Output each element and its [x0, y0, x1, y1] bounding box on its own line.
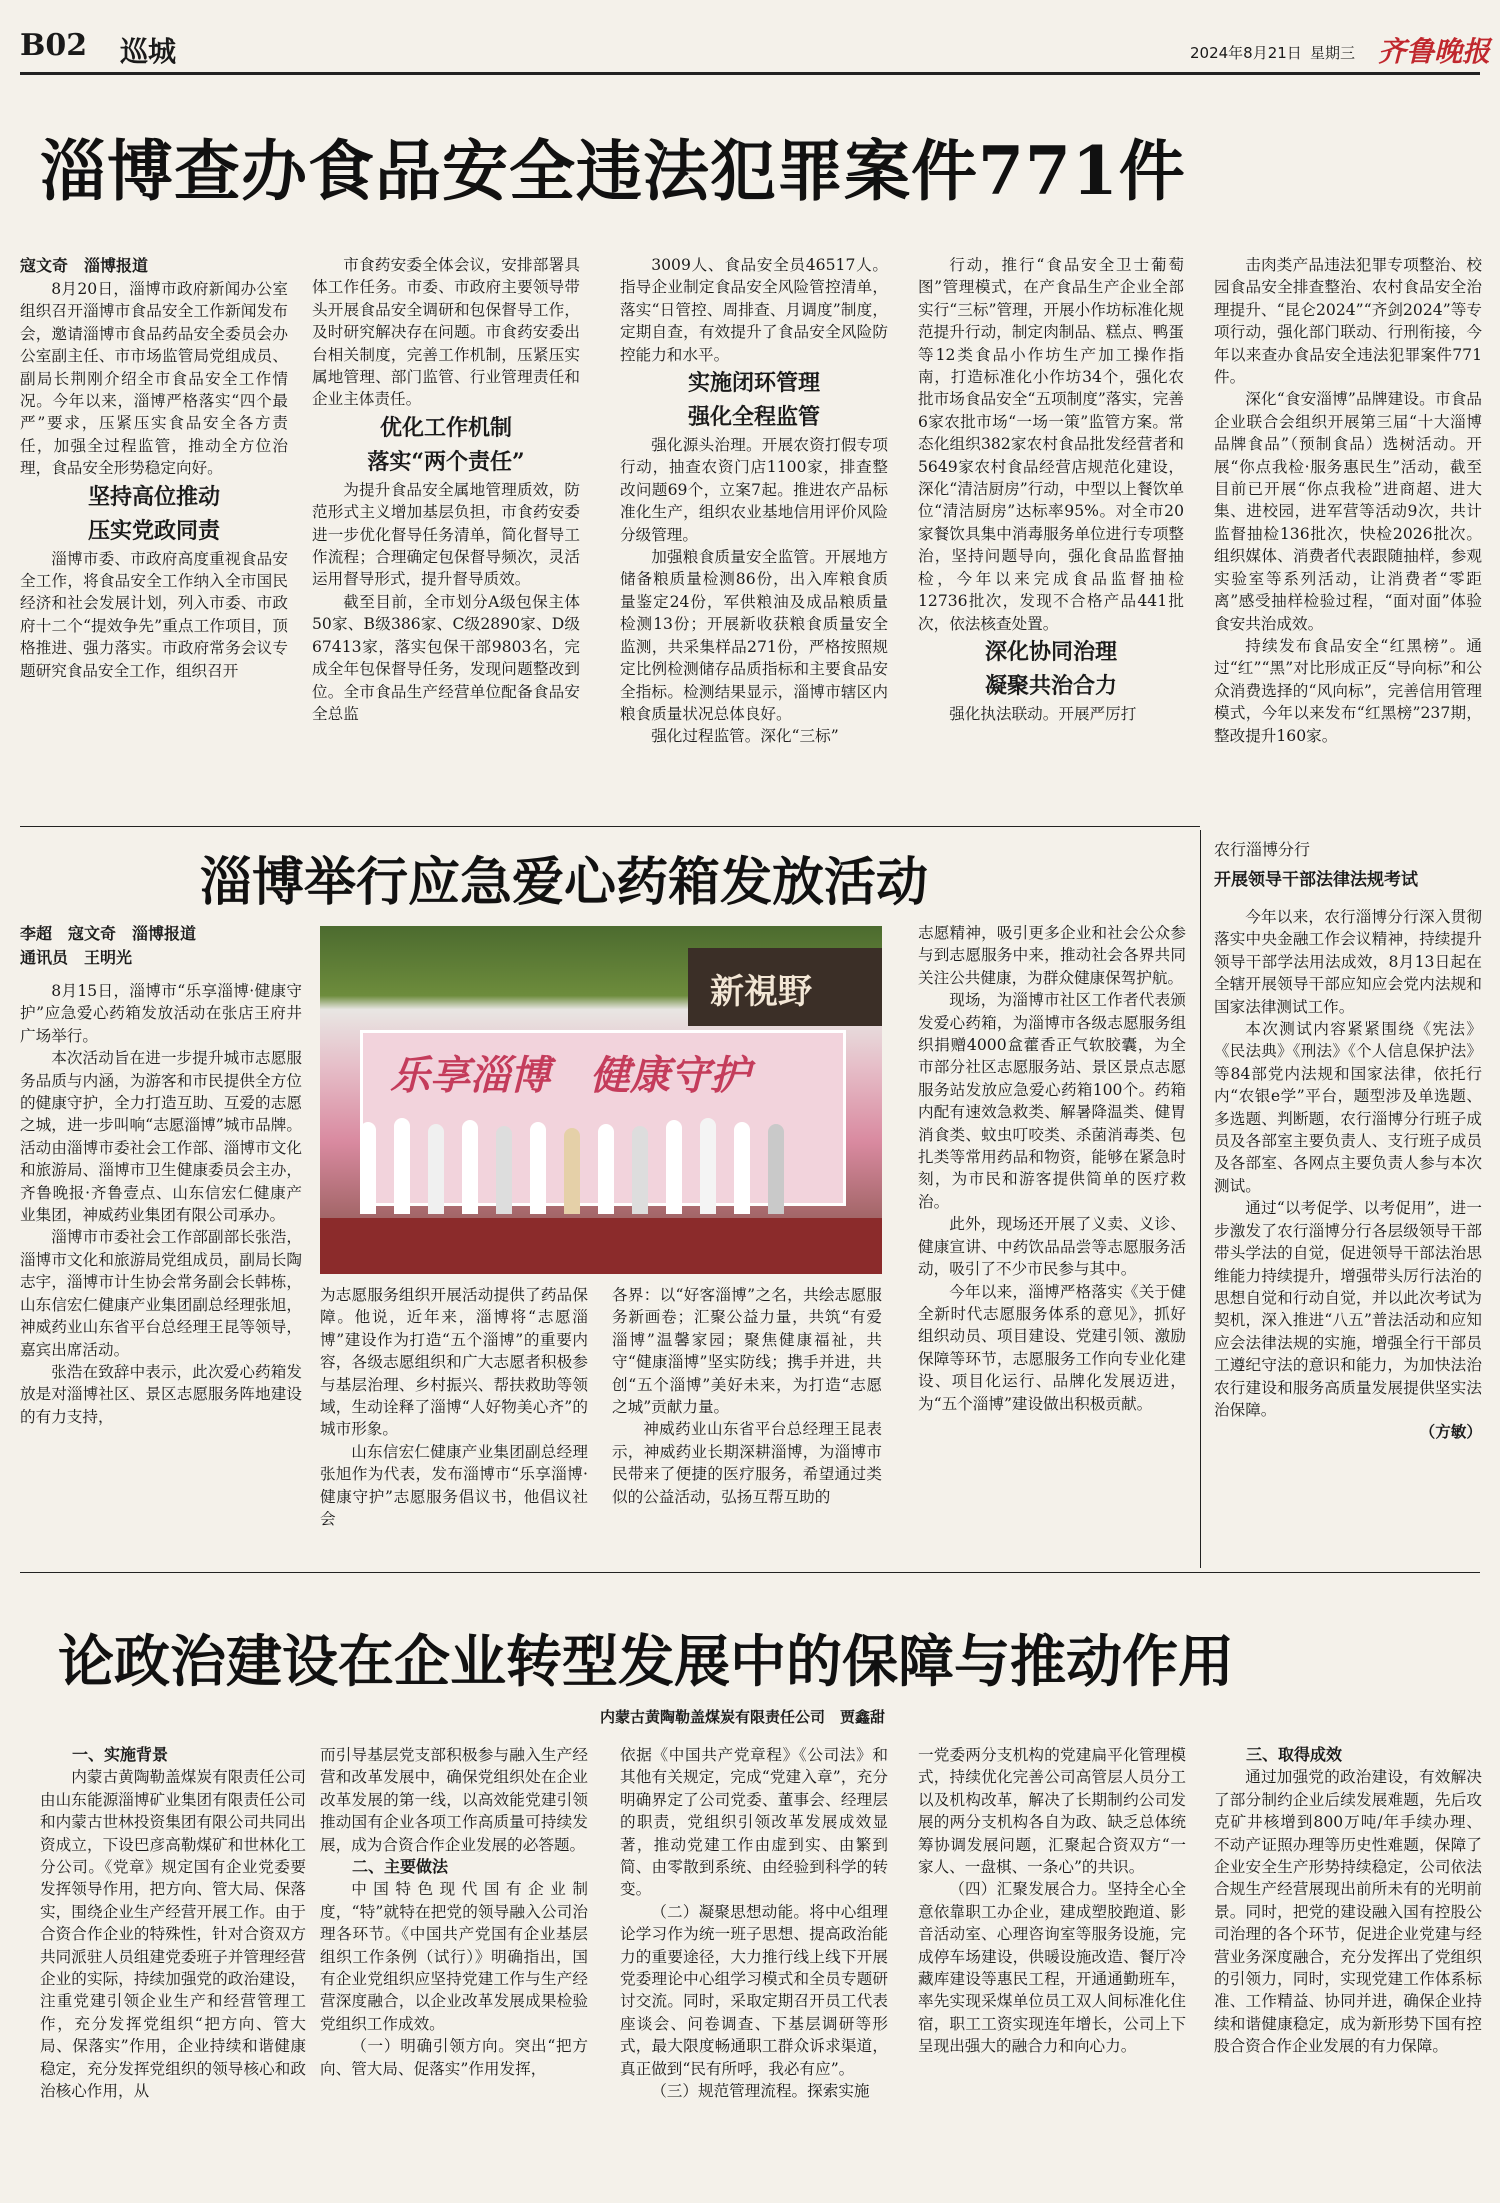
- story2-paragraph: 为志愿服务组织开展活动提供了药品保障。他说，近年来，淄博将“志愿淄博”建设作为打造“五个淄博”的重要内容，各级志愿组织和广大志愿者积极参与基层治理、乡村振兴、帮扶救助等领域，生动诠释了淄博“人好物美心齐”的城市形象。: [320, 1286, 588, 1439]
- story1-column-5: [1214, 254, 1482, 820]
- story1-paragraph: 强化源头治理。开展农资打假专项行动，抽查农资门店1100家，排查整改问题69个，立案7起。推进农产品标准化生产，组织农业基地信用评价风险分级管理。: [620, 436, 888, 544]
- story2-column-3: [612, 1284, 882, 1566]
- story3-paragraph: （四）汇聚发展合力。坚持全心全意依靠职工办企业，建成塑胶跑道、影音活动室、心理咨询室等服务设施，完成停车场建设，供暖设施改造、餐厅冷藏库建设等惠民工程，开通通勤班车，率先实现采煤单位员工双人间标准化住宿，职工工资实现连年增长，公司上下呈现出强大的融合力和向心力。: [918, 1880, 1186, 2056]
- story1-paragraph: 3009人、食品安全员46517人。指导企业制定食品安全风险管控清单，落实“日管控、周排查、月调度”制度，定期自查，有效提升了食品安全风险防控能力和水平。: [620, 256, 888, 364]
- issue-date: 2024年8月21日: [1190, 44, 1302, 62]
- story2-paragraph: 8月15日，淄博市“乐享淄博·健康守护”应急爱心药箱发放活动在张店王府井广场举行。: [20, 982, 302, 1045]
- story1-paragraph: 加强粮食质量安全监管。开展地方储备粮质量检测86份，出入库粮食质量鉴定24份，军供粮油及成品粮质量检测13份；开展新收获粮食质量安全监测，共采集样品271份，严格按照规定比例检测储存品质指标和主要食品安全指标。检测结果显示，淄博市辖区内粮食质量状况总体良好。: [620, 548, 888, 723]
- story3-paragraph: 依据《中国共产党章程》《公司法》和其他有关规定，完成“党建入章”，充分明确界定了公司党委、董事会、经理层的职责，党组织引领改革发展成效显著，推动党建工作由虚到实、由繁到简、由零散到系统、由经验到科学的转变。: [620, 1746, 888, 1899]
- story3-paragraph: 内蒙古黄陶勒盖煤炭有限责任公司由山东能源淄博矿业集团有限责任公司和内蒙古世林投资集团有限公司共同出资成立，下设巴彦高勒煤矿和世林化工分公司。《党章》规定国有企业党委要发挥领导作用，把方向、管大局、保落实，围绕企业生产经营开展工作。由于合资合作企业的特殊性，针对合资双方共同派驻人员组建党委班子并管理经营企业的实际，持续加强党的政治建设，注重党建引领企业生产和经营管理工作，充分发挥党组织“把方向、管大局、保落实”作用，企业持续和谐健康稳定，充分发挥党组织的领导核心和政治核心作用，从: [40, 1768, 306, 2101]
- story3-column-4: [918, 1744, 1186, 2196]
- story3-column-3: [620, 1744, 888, 2196]
- story2-byline-2: 通讯员 王明光: [20, 948, 133, 967]
- story1-column-4: [918, 254, 1184, 820]
- story1-subhead-3: 实施闭环管理 强化全程监管: [687, 370, 820, 431]
- newspaper-logo: 齐鲁晚报: [1378, 35, 1491, 68]
- story2-column-1: [20, 922, 302, 1562]
- story1-paragraph: 为提升食品安全属地管理质效，防范形式主义增加基层负担，市食药安委进一步优化督导任务清单，简化督导工作流程；合理确定包保督导频次，灵活运用督导形式，提升督导质效。: [312, 480, 580, 589]
- masthead-rule: [20, 72, 1480, 75]
- story3-paragraph: （三）规范管理流程。探索实施: [651, 2082, 870, 2101]
- story2-column-2: [320, 1284, 588, 1566]
- story3-column-1: [40, 1744, 306, 2196]
- people-row: [360, 1114, 820, 1214]
- story1-subhead-2: 优化工作机制 落实“两个责任”: [367, 414, 525, 475]
- sidebar-title: 开展领导干部法律法规考试: [1214, 870, 1418, 890]
- story3-paragraph: 一党委两分支机构的党建扁平化管理模式，持续优化完善公司高管层人员分工以及机构改革，解决了长期制约公司发展的两分支机构各自为政、缺乏总体统筹协调发展问题，汇聚起合资双方“一家人、一盘棋、一条心”的共识。: [918, 1746, 1186, 1877]
- event-banner-text: 乐享淄博 健康守护: [390, 1052, 750, 1099]
- story1-headline: 淄博查办食品安全违法犯罪案件771件: [40, 132, 1186, 210]
- story1-subhead-4: 深化协同治理 凝聚共治合力: [984, 638, 1117, 699]
- story3-paragraph: 通过加强党的政治建设，有效解决了部分制约企业后续发展难题，先后攻克矿井核增到800万吨/年手续办理、不动产证照办理等历史性难题，保障了企业安全生产形势持续稳定，公司依法合规生产经营展现出前所未有的光明前景。同时，把党的建设融入国有控股公司治理的各个环节，促进企业党建与经营业务深度融合，充分发挥出了党组织的引领力，同时，实现党建工作体系标准、工作精益、协同并进，确保企业持续和谐健康稳定，成为新形势下国有控股合资合作企业发展的有力保障。: [1214, 1768, 1482, 2056]
- sidebar-author: （方敏）: [1419, 1422, 1482, 1442]
- story2-paragraph: 神威药业山东省平台总经理王昆表示，神威药业长期深耕淄博，为淄博市民带来了便捷的医疗服务，希望通过类似的公益活动，弘扬互帮互助的: [612, 1420, 882, 1506]
- page-code: B02: [20, 28, 88, 63]
- story2-paragraph: 张浩在致辞中表示，此次爱心药箱发放是对淄博社区、景区志愿服务阵地建设的有力支持，: [20, 1362, 302, 1426]
- story3-section-3: 三、取得成效: [1246, 1745, 1343, 1764]
- story1-paragraph: 击肉类产品违法犯罪专项整治、校园食品安全排查整治、农村食品安全治理提升、“昆仑2024”“齐剑2024”等专项行动，强化部门联动、行刑衔接，今年以来查办食品安全违法犯罪案件771件。: [1214, 256, 1482, 387]
- story3-author: 内蒙古黄陶勒盖煤炭有限责任公司 贾鑫甜: [600, 1708, 886, 1726]
- story2-divider: [20, 1572, 1480, 1573]
- story1-paragraph: 行动，推行“食品安全卫士葡萄图”管理模式，在产食品生产企业全部实行“三标”管理，开展小作坊标准化规范提升行动，制定肉制品、糕点、鸭蛋等12类食品小作坊生产加工操作指南，打造标准化小作坊34个，强化农批市场食品安全“五项制度”落实，完善6家农批市场“一场一策”监管方案。常态化组织382家农村食品批发经营者和5649家农村食品经营店规范化建设，深化“清洁厨房”行动，中型以上餐饮单位“清洁厨房”达标率95%。对全市20家餐饮具集中消毒服务单位进行专项整治，坚持问题导向，强化食品监督抽检，今年以来完成食品监督抽检12736批次，发现不合格产品441批次，依法核查处置。: [918, 256, 1184, 633]
- story1-paragraph: 截至目前，全市划分A级包保主体50家、B级386家、C级2890家、D级67413家，落实包保干部9803名，完成全年包保督导任务，发现问题整改到位。全市食品生产经营单位配备食品安全总监: [312, 592, 580, 723]
- story1-byline: 寇文奇 淄博报道: [20, 256, 149, 275]
- story2-paragraph: 本次活动旨在进一步提升城市志愿服务品质与内涵，为游客和市民提供全方位的健康守护，全力打造互助、互爱的志愿之城，进一步叫响“志愿淄博”城市品牌。活动由淄博市委社会工作部、淄博市文化和旅游局、淄博市卫生健康委员会主办，齐鲁晚报·齐鲁壹点、山东信宏仁健康产业集团，神威药业集团有限公司承办。: [20, 1049, 302, 1225]
- story1-paragraph: 市食药安委全体会议，安排部署具体工作任务。市委、市政府主要领导带头开展食品安全调研和包保督导工作，及时研究解决存在问题。市食药安委出台相关制度，完善工作机制，压紧压实属地管理、部门监管、行业管理责任和企业主体责任。: [312, 256, 580, 409]
- story1-column-3: [620, 254, 888, 820]
- story1-column-1: [20, 254, 288, 820]
- story2-paragraph: 各界：以“好客淄博”之名，共绘志愿服务新画卷；汇聚公益力量，共筑“有爱淄博”温馨家园；聚焦健康福祉，共守“健康淄博”坚实防线；携手并进，共创“五个淄博”美好未来，为打造“志愿之城”贡献力量。: [612, 1286, 882, 1417]
- sidebar-divider: [1200, 830, 1201, 1568]
- sidebar-paragraph: 今年以来，农行淄博分行深入贯彻落实中央金融工作会议精神，持续提升领导干部学法用法成效，8月13日起在全辖开展领导干部应知应会党内法规和国家法律测试工作。: [1214, 908, 1482, 1016]
- event-photo: [320, 926, 882, 1274]
- story3-headline: 论政治建设在企业转型发展中的保障与推动作用: [58, 1629, 1234, 1695]
- section-name: 巡城: [120, 35, 177, 68]
- story1-paragraph: 8月20日，淄博市政府新闻办公室组织召开淄博市食品安全工作新闻发布会，邀请淄博市食品药品安全委员会办公室副主任、市市场监管局党组成员、副局长荆刚介绍全市食品安全工作情况。今年以来，淄博严格落实“四个最严”要求，压紧压实食品安全各方责任，加强全过程监管，推动全方位治理，食品安全形势稳定向好。: [20, 280, 288, 478]
- story3-column-2: [320, 1744, 588, 2196]
- story1-paragraph: 深化“食安淄博”品牌建设。市食品企业联合会组织开展第三届“十大淄博品牌食品”（预制食品）选树活动。开展“你点我检·服务惠民生”活动，截至目前已开展“你点我检”进商超、进大集、进校园，进军营等活动9次，共计监督抽检136批次，快检2026批次。组织媒体、消费者代表跟随抽样，参观实验室等系列活动，让消费者“零距离”感受抽样检验过程，“面对面”体验食安共治成效。: [1214, 390, 1482, 633]
- story3-paragraph: （一）明确引领方向。突出“把方向、管大局、促落实”作用发挥，: [320, 2037, 588, 2078]
- sidebar-kicker: 农行淄博分行: [1214, 840, 1311, 859]
- stage-carpet: [320, 1218, 882, 1274]
- story2-paragraph: 志愿精神，吸引更多企业和社会公众参与到志愿服务中来，推动社会各界共同关注公共健康，为群众健康保驾护航。: [918, 924, 1186, 987]
- story2-paragraph: 山东信宏仁健康产业集团副总经理张旭作为代表，发布淄博市“乐享淄博·健康守护”志愿服务倡议书，他倡议社会: [320, 1442, 588, 1529]
- sidebar-paragraph: 本次测试内容紧紧围绕《宪法》《民法典》《刑法》《个人信息保护法》等84部党内法规和国家法律，依托行内“农银e学”平台，题型涉及单选题、多选题、判断题，农行淄博分行班子成员及各部室主要负责人、支行班子成员及各部室、各网点主要负责人参与本次测试。: [1214, 1020, 1482, 1195]
- story3-column-5: [1214, 1744, 1482, 2196]
- story3-paragraph: （二）凝聚思想动能。将中心组理论学习作为统一班子思想、提高政治能力的重要途径，大力推行线上线下开展党委理论中心组学习模式和全员专题研讨交流。同时，采取定期召开员工代表座谈会、问卷调查、下基层调研等形式，最大限度畅通职工群众诉求渠道，真正做到“民有所呼，我必有应”。: [620, 1902, 888, 2078]
- story3-paragraph: 而引导基层党支部积极参与融入生产经营和改革发展中，确保党组织处在企业改革发展的第一线，以高效能党建引领推动国有企业各项工作高质量可持续发展，成为合资合作企业发展的必答题。: [320, 1746, 588, 1854]
- story3-paragraph: 中国特色现代国有企业制度，“特”就特在把党的领导融入公司治理各环节。《中国共产党国有企业基层组织工作条例（试行）》明确指出，国有企业党组织应坚持党建工作与生产经营深度融合，以企业改革发展成果检验党组织工作成效。: [320, 1880, 588, 2033]
- issue-weekday: 星期三: [1310, 44, 1356, 62]
- story2-paragraph: 淄博市市委社会工作部副部长张浩，淄博市文化和旅游局党组成员，副局长陶志宇，淄博市计生协会常务副会长韩栋，山东信宏仁健康产业集团副总经理张旭，神威药业山东省平台总经理王昆等领导，嘉宾出席活动。: [20, 1228, 302, 1359]
- story2-paragraph: 现场，为淄博市社区工作者代表颁发爱心药箱，为淄博市各级志愿服务组织捐赠4000盒藿香正气软胶囊，为全市部分社区志愿服务站、景区景点志愿服务站发放应急爱心药箱100个。药箱内配有速效急救类、解暑降温类、健胃消食类、蚊虫叮咬类、杀菌消毒类、包扎类等常用药品和物资，能够在紧急时刻，为市民和游客提供简单的医疗救治。: [918, 991, 1186, 1211]
- story2-column-4: [918, 922, 1186, 1566]
- sidebar-paragraph: 通过“以考促学、以考促用”，进一步激发了农行淄博分行各层级领导干部带头学法的自觉，促进领导干部法治思维能力持续提升，增强带头厉行法治的思想自觉和行动自觉，并以此次考试为契机，深入推进“八五”普法活动和应知应会法律法规的实施，增强全行干部员工遵纪守法的意识和能力，为加快法治农行建设和服务高质量发展提供坚实法治保障。: [1214, 1199, 1482, 1419]
- story1-column-2: [312, 254, 580, 820]
- story1-divider: [20, 826, 1200, 827]
- story2-paragraph: 此外，现场还开展了义卖、义诊、健康宣讲、中药饮品品尝等志愿服务活动，吸引了不少市民参与其中。: [918, 1215, 1186, 1279]
- story2-byline-1: 李超 寇文奇 淄博报道: [20, 924, 197, 943]
- story2-paragraph: 今年以来，淄博严格落实《关于健全新时代志愿服务体系的意见》，抓好组织动员、项目建设、党建引领、激励保障等环节，志愿服务工作向专业化建设、项目化运行、品牌化发展迈进，为“五个淄博”建设做出积极贡献。: [918, 1282, 1186, 1413]
- story1-paragraph: 持续发布食品安全“红黑榜”。通过“红”“黑”对比形成正反“导向标”和公众消费选择的“风向标”，完善信用管理模式，今年以来发布“红黑榜”237期，整改提升160家。: [1214, 636, 1482, 745]
- story3-section-2: 二、主要做法: [352, 1857, 449, 1877]
- storefront-sign-text: 新視野: [710, 972, 812, 1012]
- story2-headline: 淄博举行应急爱心药箱发放活动: [200, 852, 929, 913]
- story3-section-1: 一、实施背景: [72, 1745, 169, 1764]
- story1-paragraph: 强化执法联动。开展严厉打: [949, 704, 1137, 723]
- story1-paragraph: 强化过程监管。深化“三标”: [651, 727, 839, 746]
- sidebar-column: [1214, 838, 1482, 1568]
- story1-paragraph: 淄博市委、市政府高度重视食品安全工作，将食品安全工作纳入全市国民经济和社会发展计划，列入市委、市政府十二个“提效争先”重点工作项目，顶格推进、强力落实。市政府常务会议专题研究食品安全工作，组织召开: [20, 549, 288, 680]
- story1-subhead-1: 坚持高位推动 压实党政同责: [87, 483, 220, 544]
